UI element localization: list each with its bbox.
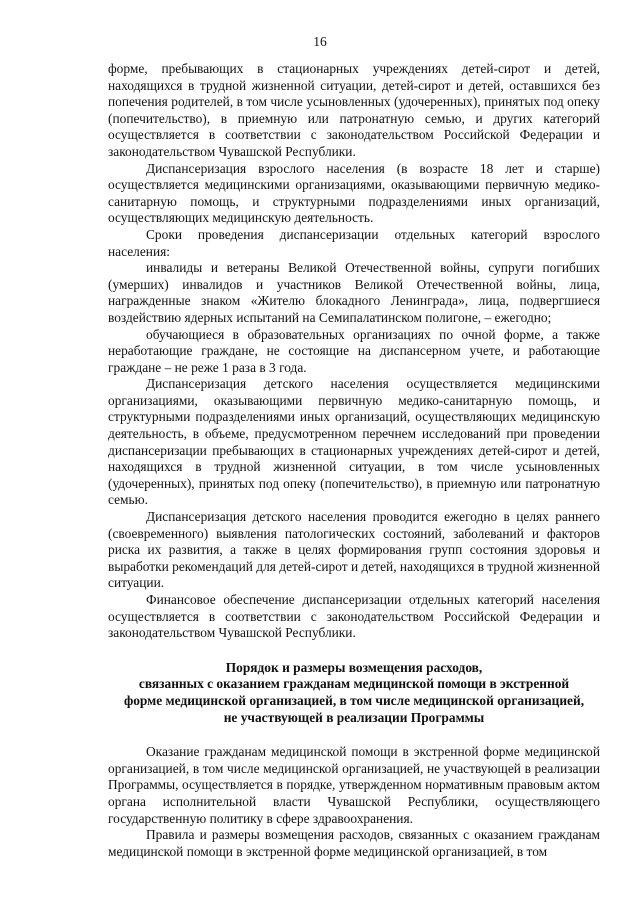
paragraph-adult-dispensarization: Диспансеризация взрослого населения (в возрасте 18 лет и старше) осуществляется медицинскими организациями, оказывающими первичную медико-санитарную помощь, и структурными подразделениями иных организаций, осуществляющих медицинскую деятельность. [108,160,600,226]
paragraph-child-dispensarization: Диспансеризация детского населения осуществляется медицинскими организациями, оказывающими первичную медико-санитарную помощь, и структурными подразделениями иных организаций, осуществляющих медицинскую деятельность, в объеме, предусмотренном перечнем исследований при проведении диспансеризации пребывающих в стационарных учреждениях детей-сирот и детей, находящихся в трудной жизненной ситуации, в том числе усыновленных (удочеренных), принятых под опеку (попечительство), в приемную или патронатную семью. [108,376,600,508]
paragraph-continuation: форме, пребывающих в стационарных учреждениях детей-сирот и детей, находящихся в трудной жизненной ситуации, детей-сирот и детей, оставшихся без попечения родителей, в том числе усыновленных (удочеренных), принятых под опеку (попечительство), в приемную или патронатную семью, и других категорий осуществляется в соответствии с законодательством Российской Федерации и законодательством Чувашской Республики. [108,61,600,159]
section-heading-line: форме медицинской организацией, в том числе медицинской организацией, [123,692,585,708]
paragraph-child-annual-goals: Диспансеризация детского населения проводится ежегодно в целях раннего (своевременного) выявления патологических состояний, заболеваний и факторов риска их развития, а также в целях формирования групп состояния здоровья и выработки рекомендаций для детей-сирот и детей, находящихся в трудной жизненной ситуации. [108,509,600,591]
section-heading [108,660,600,726]
section-heading-line: связанных с оказанием гражданам медицинской помощи в экстренной [138,676,570,692]
page-number: 16 [313,34,327,49]
paragraph-terms-intro: Сроки проведения диспансеризации отдельных категорий взрослого населения: [108,226,600,259]
paragraph-reimbursement-rules: Правила и размеры возмещения расходов, связанных с оказанием гражданам медицинской помощи в экстренной форме медицинской организацией, в том [108,827,600,859]
section-heading-line: Порядок и размеры возмещения расходов, [225,659,483,675]
paragraph-students-every-3-years: обучающиеся в образовательных организациях по очной форме, а также неработающие граждане, не состоящие на диспансерном учете, и работающие граждане – не реже 1 раза в 3 года. [108,326,600,375]
document-body [108,61,600,860]
paragraph-emergency-care-procedure: Оказание гражданам медицинской помощи в экстренной форме медицинской организацией, в том числе медицинской организацией, не участвующей в реализации Программы, осуществляется в порядке, утвержденном нормативным правовым актом органа исполнительной власти Чувашской Республики, осуществляющего государственную политику в сфере здравоохранения. [108,744,600,826]
section-heading-line: не участвующей в реализации Программы [223,709,485,725]
paragraph-financing: Финансовое обеспечение диспансеризации отдельных категорий населения осуществляется в соответствии с законодательством Российской Федерации и законодательством Чувашской Республики. [108,592,600,641]
paragraph-veterans-annually: инвалиды и ветераны Великой Отечественной войны, супруги погибших (умерших) инвалидов и участников Великой Отечественной войны, лица, награжденные знаком «Жителю блокадного Ленинграда», лица, подвергшиеся воздействию ядерных испытаний на Семипалатинском полигоне, – ежегодно; [108,260,600,325]
